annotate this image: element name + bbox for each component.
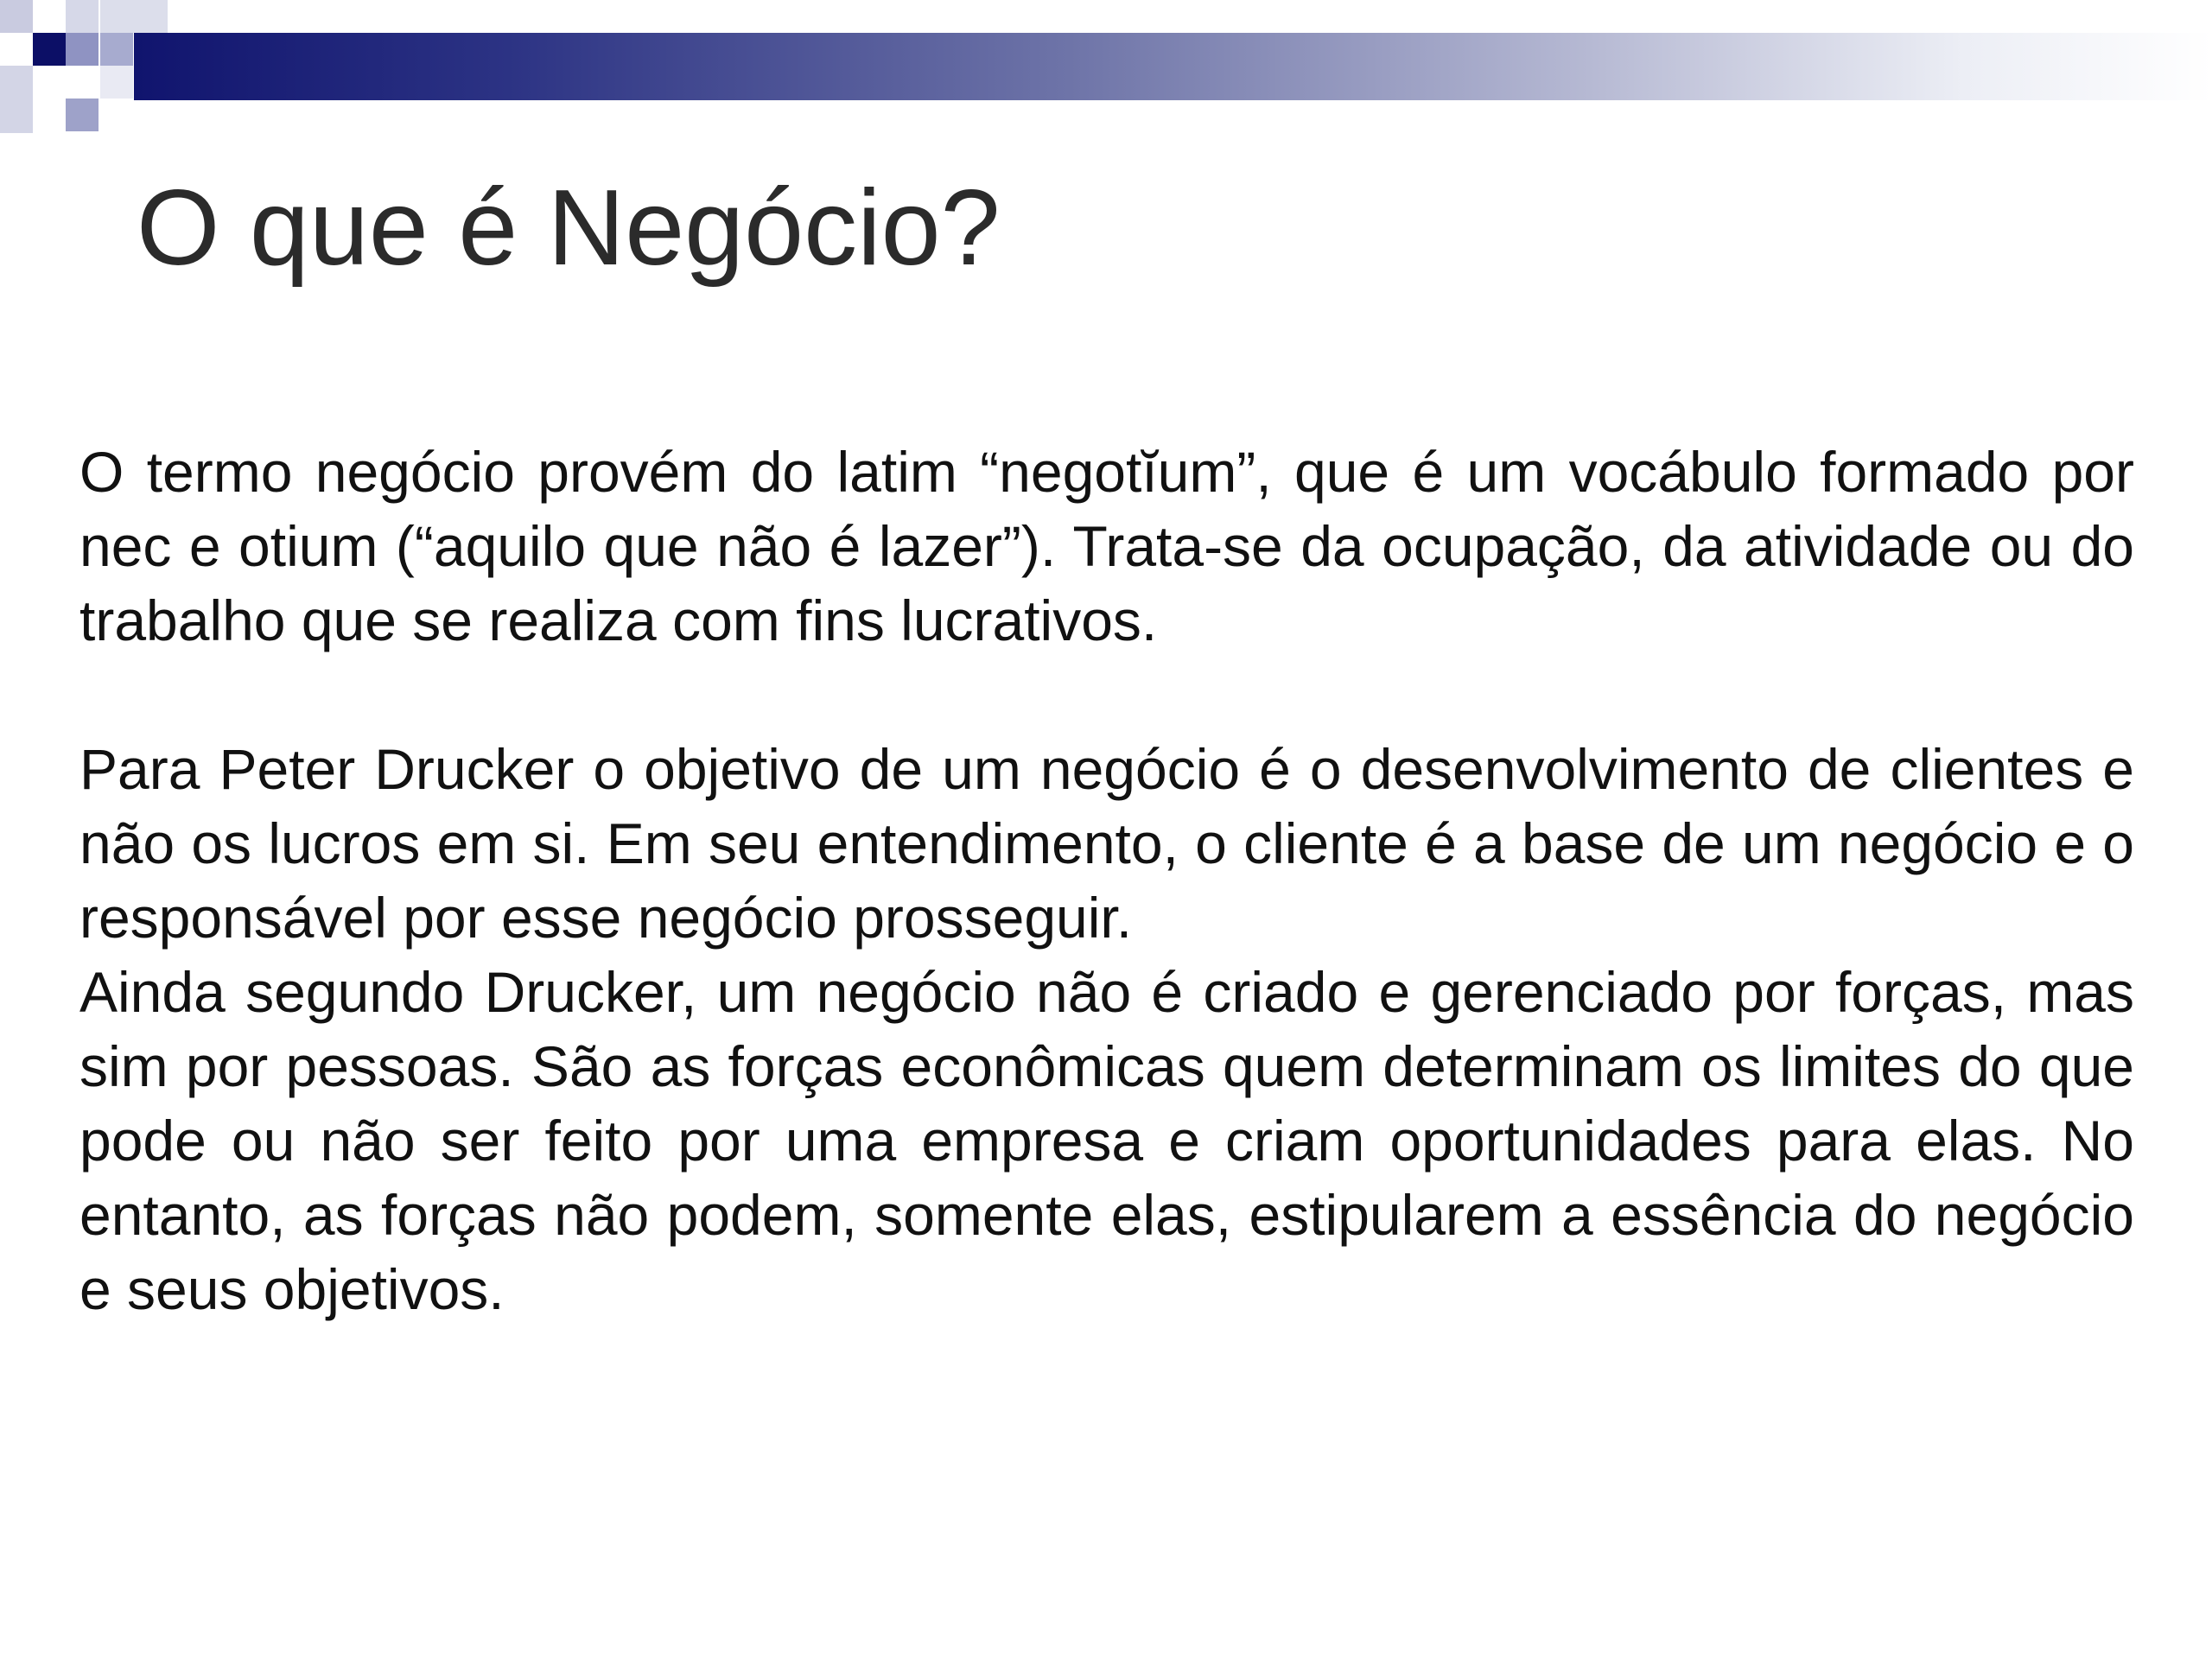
decor-square xyxy=(100,66,133,99)
decor-square xyxy=(100,33,133,66)
paragraph-spacer xyxy=(79,658,2134,732)
slide-body xyxy=(79,435,2134,1326)
decor-square xyxy=(100,0,168,33)
paragraph-definition: O termo negócio provém do latim “negotĭum”, que é um vocábulo formado por nec e otium (“aquilo que não é lazer”). Trata-se da ocupação, da atividade ou do trabalho que se realiza com fins lucrativos. xyxy=(79,440,2134,652)
decor-square xyxy=(66,99,99,131)
slide-title: O que é Negócio? xyxy=(137,168,1001,288)
decor-square xyxy=(0,0,33,33)
decor-square xyxy=(66,33,99,66)
decor-square xyxy=(0,66,33,133)
paragraph-drucker-objective: Para Peter Drucker o objetivo de um negócio é o desenvolvimento de clientes e não os lucros em si. Em seu entendimento, o cliente é a base de um negócio e o responsável por esse negócio prosseguir. xyxy=(79,737,2134,950)
header-gradient-bar xyxy=(134,33,2212,100)
decor-square-dark xyxy=(33,33,66,66)
paragraph-drucker-forces: Ainda segundo Drucker, um negócio não é criado e gerenciado por forças, mas sim por pessoas. São as forças econômicas quem determinam os limites do que pode ou não ser feito por uma empresa e criam oportunidades para elas. No entanto, as forças não podem, somente elas, estipularem a essência do negócio e seus objetivos. xyxy=(79,960,2134,1321)
decor-square xyxy=(66,0,99,33)
